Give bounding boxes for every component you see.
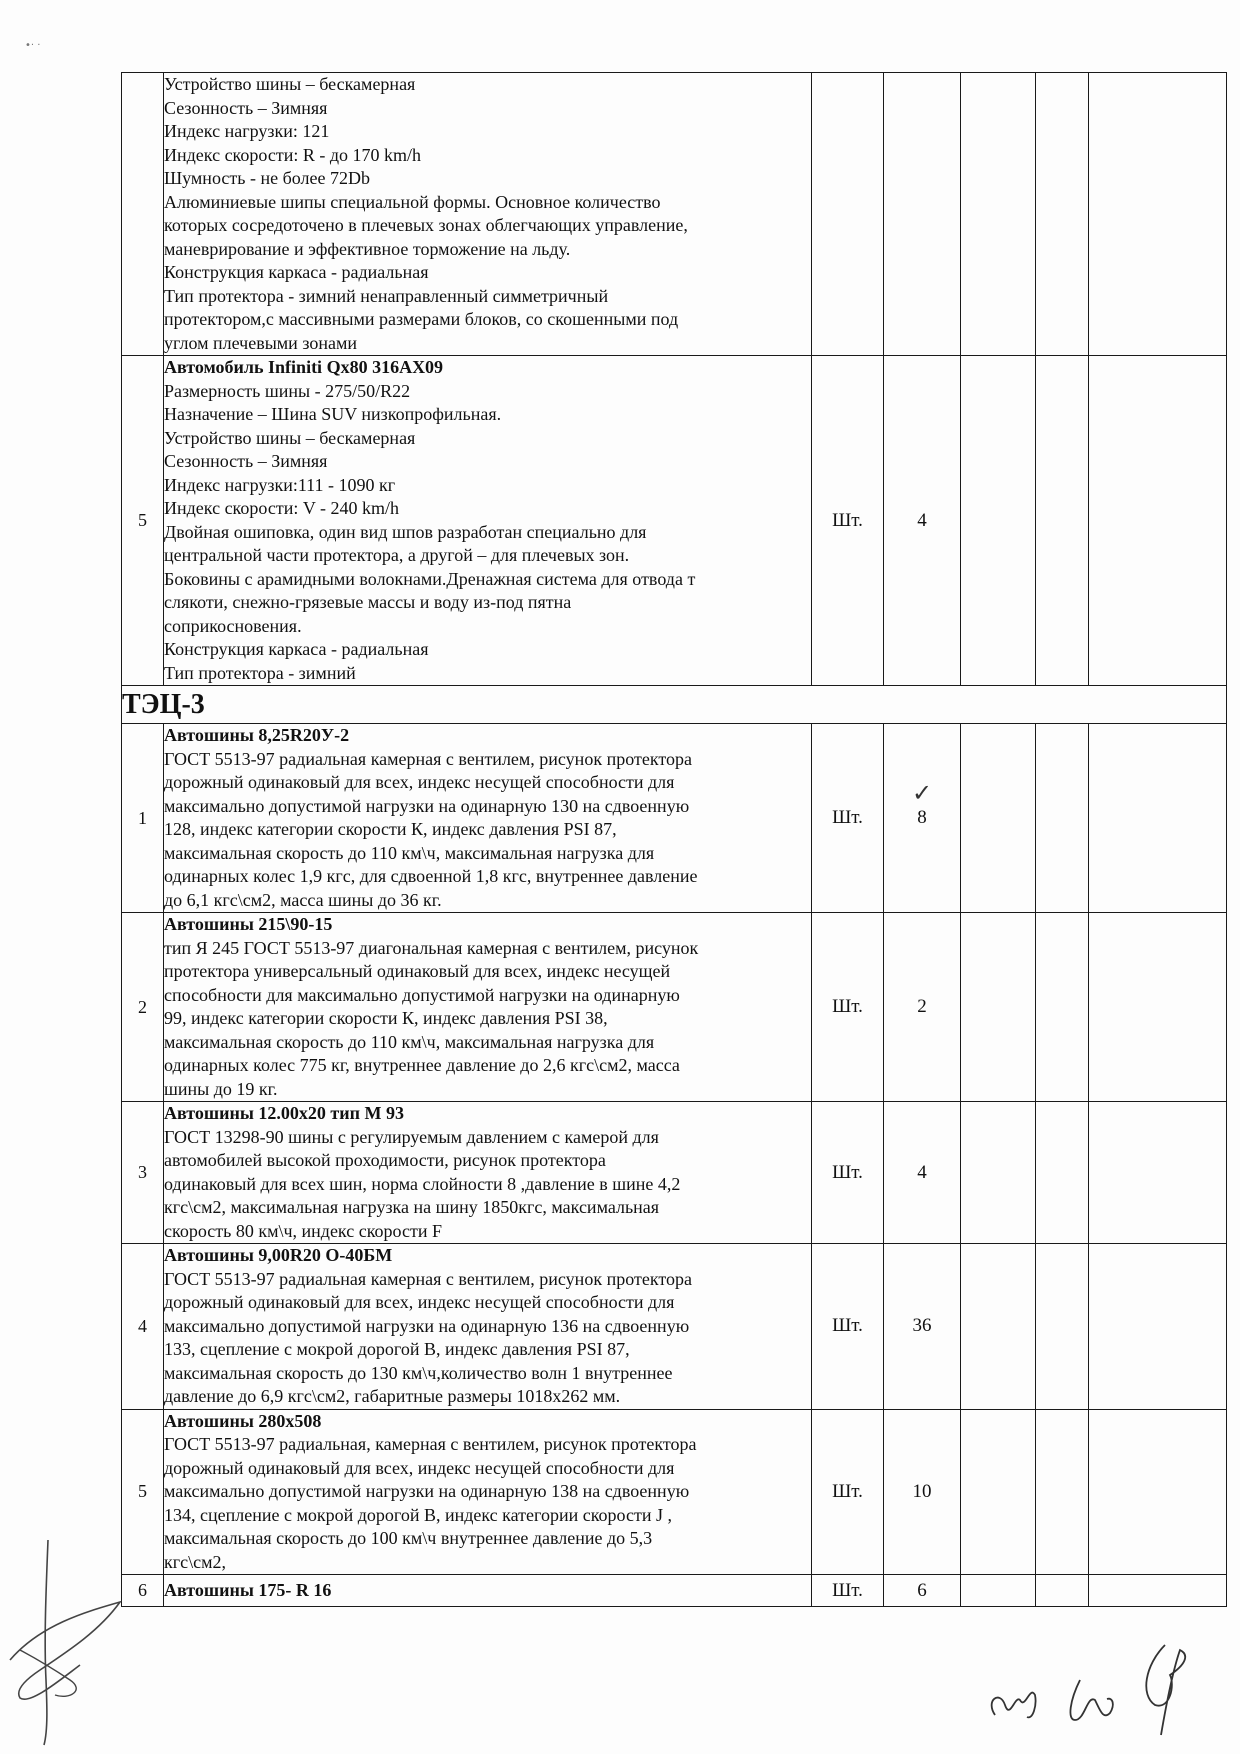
description-line: Назначение – Шина SUV низкопрофильная. <box>164 404 502 424</box>
item-description <box>164 1102 812 1244</box>
bottom-right-signatures <box>975 1625 1215 1745</box>
description-line: Размерность шины - 275/50/R22 <box>164 380 411 401</box>
item-description <box>164 1244 812 1410</box>
extra-cell-1 <box>961 1575 1036 1607</box>
item-description <box>164 913 812 1102</box>
description-line: маневрирование и эффективное торможение на льду. <box>164 238 571 259</box>
quantity-cell <box>884 1575 961 1607</box>
description-line: Шумность - не более 72Db <box>164 168 370 188</box>
description-line: Конструкция каркаса - радиальная <box>164 262 429 282</box>
description-line: Двойная ошиповка, один вид шпов разработан специально для <box>164 521 647 542</box>
description-line: автомобилей высокой проходимости, рисунок протектора <box>164 1150 606 1170</box>
extra-cell-3 <box>1089 724 1227 913</box>
quantity-value: 2 <box>917 996 927 1017</box>
description-line: слякоти, снежно-грязевые массы и воду из-под пятна <box>164 592 572 612</box>
extra-cell-2 <box>1036 1102 1089 1244</box>
description-line: одинарных колес 775 кг, внутреннее давление до 2,6 кгс\см2, масса <box>164 1055 680 1075</box>
extra-cell-2 <box>1036 724 1089 913</box>
row-number: 4 <box>122 1244 164 1410</box>
quantity-cell <box>884 913 961 1102</box>
description-line: ГОСТ 5513-97 радиальная камерная с вентилем, рисунок протектора <box>164 748 692 769</box>
description-line: максимальная скорость до 130 км\ч,количество волн 1 внутреннее <box>164 1362 673 1383</box>
item-title: Автошины 215\90-15 <box>164 914 333 934</box>
table-row <box>122 724 1227 913</box>
description-line: протектора универсальный одинаковый для всех, индекс несущей <box>164 961 671 981</box>
extra-cell-1 <box>961 1244 1036 1410</box>
description-line: Сезонность – Зимняя <box>164 451 328 471</box>
table-row <box>122 73 1227 356</box>
item-description <box>164 356 812 686</box>
description-line: углом плечевыми зонами <box>164 332 357 353</box>
unit-cell: Шт. <box>812 1102 884 1244</box>
extra-cell-2 <box>1036 1575 1089 1607</box>
description-line: ГОСТ 13298-90 шины с регулируемым давлением с камерой для <box>164 1126 659 1147</box>
extra-cell-1 <box>961 724 1036 913</box>
extra-cell-2 <box>1036 913 1089 1102</box>
description-line: 99, индекс категории скорости К, индекс давления PSI 38, <box>164 1008 608 1028</box>
description-line: 133, сцепление с мокрой дорогой В, индекс давления PSI 87, <box>164 1339 630 1359</box>
description-line: Индекс нагрузки: 121 <box>164 121 330 141</box>
table-row <box>122 356 1227 686</box>
description-line: Устройство шины – бескамерная <box>164 427 416 448</box>
description-line: до 6,1 кгс\см2, масса шины до 36 кг. <box>164 889 442 910</box>
description-line: скорость 80 км\ч, индекс скорости F <box>164 1220 442 1241</box>
extra-cell-1 <box>961 913 1036 1102</box>
extra-cell-1 <box>961 73 1036 356</box>
quantity-cell <box>884 1102 961 1244</box>
row-number: 6 <box>122 1575 164 1607</box>
quantity-value: 4 <box>917 509 927 531</box>
description-line: Устройство шины – бескамерная <box>164 74 416 94</box>
description-line: Боковины с арамидными волокнами.Дренажная система для отвода т <box>164 568 696 589</box>
quantity-cell <box>884 73 961 356</box>
extra-cell-3 <box>1089 913 1227 1102</box>
description-line: 128, индекс категории скорости К, индекс давления PSI 87, <box>164 819 617 839</box>
item-description <box>164 1575 812 1607</box>
description-line: центральной части протектора, а другой – для плечевых зон. <box>164 545 630 565</box>
extra-cell-2 <box>1036 73 1089 356</box>
description-line: ГОСТ 5513-97 радиальная камерная с вентилем, рисунок протектора <box>164 1268 692 1289</box>
quantity-cell <box>884 1409 961 1575</box>
extra-cell-3 <box>1089 356 1227 686</box>
description-line: Тип протектора - зимний ненаправленный симметричный <box>164 285 609 306</box>
unit-cell: Шт. <box>812 1409 884 1575</box>
description-line: которых сосредоточено в плечевых зонах облегчающих управление, <box>164 215 688 235</box>
extra-cell-1 <box>961 1102 1036 1244</box>
item-description <box>164 1409 812 1575</box>
row-number <box>122 73 164 356</box>
description-line: Индекс скорости: R - до 170 km/h <box>164 144 421 165</box>
description-line: максимально допустимой нагрузки на одинарную 138 на сдвоенную <box>164 1481 690 1501</box>
section-title: ТЭЦ-3 <box>122 686 1227 724</box>
table-row <box>122 1102 1227 1244</box>
table-row <box>122 1244 1227 1410</box>
section-row <box>122 686 1227 724</box>
description-line: Алюминиевые шипы специальной формы. Основное количество <box>164 191 661 212</box>
description-line: протектором,с массивными размерами блоков, со скошенными под <box>164 309 679 329</box>
item-title: Автошины 175- R 16 <box>164 1579 332 1600</box>
description-line: давление до 6,9 кгс\см2, габаритные размеры 1018х262 мм. <box>164 1386 621 1406</box>
item-title: Автошины 280х508 <box>164 1410 322 1431</box>
quantity-value: 8 <box>917 807 927 828</box>
item-title: Автомобиль Infiniti Qx80 316AX09 <box>164 357 444 377</box>
extra-cell-1 <box>961 1409 1036 1575</box>
item-description <box>164 724 812 913</box>
description-line: Индекс скорости: V - 240 km/h <box>164 498 399 518</box>
description-line: способности для максимально допустимой нагрузки на одинарную <box>164 984 680 1005</box>
quantity-value: 36 <box>912 1315 932 1337</box>
row-number: 1 <box>122 724 164 913</box>
unit-cell: Шт. <box>812 913 884 1102</box>
description-line: максимальная скорость до 110 км\ч, максимальная нагрузка для <box>164 1031 655 1052</box>
description-line: соприкосновения. <box>164 615 302 636</box>
description-line: Конструкция каркаса - радиальная <box>164 639 429 659</box>
quantity-cell <box>884 1244 961 1410</box>
item-title: Автошины 9,00R20 О-40БМ <box>164 1245 393 1265</box>
quantity-cell <box>884 356 961 686</box>
description-line: максимальная скорость до 100 км\ч внутреннее давление до 5,3 <box>164 1528 653 1548</box>
table-row <box>122 913 1227 1102</box>
quantity-cell <box>884 724 961 913</box>
description-line: дорожный одинаковый для всех, индекс несущей способности для <box>164 1457 675 1478</box>
extra-cell-1 <box>961 356 1036 686</box>
quantity-value: 4 <box>917 1161 927 1183</box>
item-title: Автошины 8,25R20У-2 <box>164 725 350 745</box>
description-line: Индекс нагрузки:111 - 1090 кг <box>164 474 396 495</box>
description-line: Сезонность – Зимняя <box>164 97 328 118</box>
table-row <box>122 1409 1227 1575</box>
extra-cell-3 <box>1089 1244 1227 1410</box>
extra-cell-2 <box>1036 1244 1089 1410</box>
extra-cell-2 <box>1036 356 1089 686</box>
description-line: кгс\см2, максимальная нагрузка на шину 1850кгс, максимальная <box>164 1197 660 1217</box>
extra-cell-3 <box>1089 1102 1227 1244</box>
description-line: 134, сцепление с мокрой дорогой В, индекс категории скорости J , <box>164 1504 672 1525</box>
description-line: одинарных колес 1,9 кгс, для сдвоенной 1,8 кгс, внутреннее давление <box>164 866 698 886</box>
description-line: шины до 19 кг. <box>164 1078 278 1099</box>
left-signature <box>0 1530 140 1754</box>
unit-cell: Шт. <box>812 1244 884 1410</box>
description-line: дорожный одинаковый для всех, индекс несущей способности для <box>164 1292 675 1312</box>
description-line: дорожный одинаковый для всех, индекс несущей способности для <box>164 772 675 792</box>
specification-table <box>121 72 1227 1607</box>
description-line: ГОСТ 5513-97 радиальная, камерная с вентилем, рисунок протектора <box>164 1434 697 1454</box>
description-line: максимальная скорость до 110 км\ч, максимальная нагрузка для <box>164 842 655 863</box>
row-number: 5 <box>122 1409 164 1575</box>
extra-cell-3 <box>1089 73 1227 356</box>
extra-cell-2 <box>1036 1409 1089 1575</box>
description-line: одинаковый для всех шин, норма слойности 8 ,давление в шине 4,2 <box>164 1173 681 1194</box>
check-mark: ✓ <box>911 781 933 807</box>
description-line: максимально допустимой нагрузки на одинарную 130 на сдвоенную <box>164 795 690 816</box>
row-number: 5 <box>122 356 164 686</box>
row-number: 3 <box>122 1102 164 1244</box>
unit-cell <box>812 73 884 356</box>
row-number: 2 <box>122 913 164 1102</box>
quantity-value: 10 <box>912 1480 932 1502</box>
scan-specks: •· · <box>25 40 41 51</box>
unit-cell: Шт. <box>812 356 884 686</box>
description-line: кгс\см2, <box>164 1551 226 1572</box>
extra-cell-3 <box>1089 1409 1227 1575</box>
description-line: тип Я 245 ГОСТ 5513-97 диагональная камерная с вентилем, рисунок <box>164 937 699 958</box>
extra-cell-3 <box>1089 1575 1227 1607</box>
quantity-value: 6 <box>917 1579 927 1601</box>
item-description <box>164 73 812 356</box>
unit-cell: Шт. <box>812 1575 884 1607</box>
description-line: максимально допустимой нагрузки на одинарную 136 на сдвоенную <box>164 1315 690 1336</box>
item-title: Автошины 12.00х20 тип М 93 <box>164 1103 404 1123</box>
unit-cell: Шт. <box>812 724 884 913</box>
description-line: Тип протектора - зимний <box>164 662 356 683</box>
table-row <box>122 1575 1227 1607</box>
specification-table-body <box>122 73 1227 1607</box>
